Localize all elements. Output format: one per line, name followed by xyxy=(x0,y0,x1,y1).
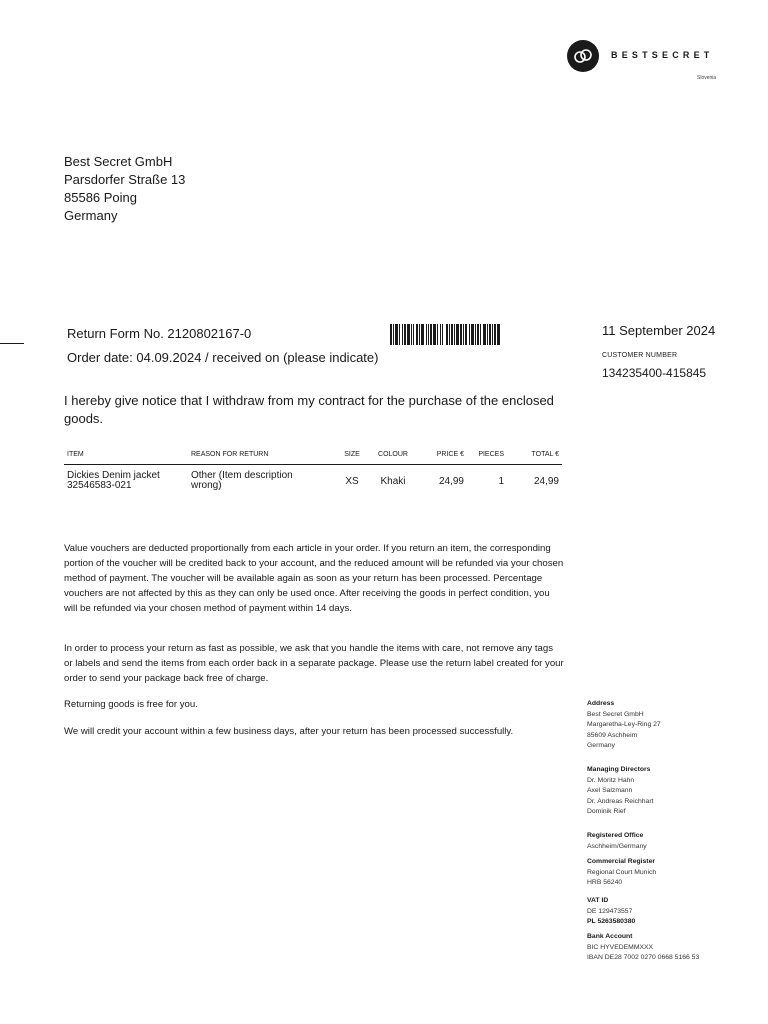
barcode-bar xyxy=(449,324,450,345)
barcode-bar xyxy=(454,324,455,345)
bank-account-label: Bank Account xyxy=(587,933,633,940)
order-date: Order date: 04.09.2024 / received on (please indicate) xyxy=(67,350,379,365)
bank-iban: IBAN DE28 7002 0270 0668 5166 53 xyxy=(587,954,700,961)
registered-office-label: Registered Office xyxy=(587,832,644,839)
brand-name: BESTSECRET xyxy=(611,50,714,60)
return-form-number: Return Form No. 2120802167-0 xyxy=(67,326,252,341)
barcode-bar xyxy=(404,324,406,345)
registered-office xyxy=(587,831,647,852)
barcode-bar xyxy=(460,324,462,345)
return-items-table xyxy=(64,448,562,493)
barcode-bar xyxy=(494,324,496,345)
voucher-paragraph: Value vouchers are deducted proportionally from each article in your order. If you return an item, the corresponding portion of the voucher will be credited back to your account, and the reduced amount will be refunded via your chosen method of payment. The voucher will be available again as soon as your return has been processed. Percentage vouchers are not affected by this as they can only be used once. After receiving the goods in perfect condition, you will be refunded via your chosen method of payment within 14 days. xyxy=(64,543,564,614)
barcode-bar xyxy=(413,324,414,345)
recipient-line: Best Secret GmbH xyxy=(64,154,173,169)
price-cell: 24,99 xyxy=(438,476,464,487)
handling-paragraph: In order to process your return as fast as possible, we ask that you handle the items with care, not remove any tags or labels and send the items from each order back in a separate package. Please use the return label created for your order to send your package back free of charge. xyxy=(64,643,564,684)
company-address-line: 85609 Aschheim xyxy=(587,731,638,739)
withdrawal-notice: I hereby give notice that I withdraw from my contract for the purchase of the enclosed goods. xyxy=(64,393,554,426)
reason-cell: Other (Item description wrong) xyxy=(191,470,293,491)
barcode-bar xyxy=(456,324,459,345)
logo-icon xyxy=(567,40,599,72)
free-return-paragraph: Returning goods is free for you. xyxy=(64,699,198,710)
recipient-line: 85586 Poing xyxy=(64,190,138,205)
header-item: ITEM xyxy=(67,451,84,458)
item-cell xyxy=(67,471,187,491)
commercial-register-line: HRB 56240 xyxy=(587,879,623,886)
brand-region: Slovenia xyxy=(697,75,717,81)
registered-office-value: Aschheim/Germany xyxy=(587,842,647,850)
customer-number: 134235400-415845 xyxy=(602,366,707,380)
table-header xyxy=(64,448,562,465)
recipient-address xyxy=(64,153,185,225)
bank-bic: BIC HYVEDEMMXXX xyxy=(587,943,654,951)
barcode xyxy=(390,324,560,345)
barcode-bar xyxy=(446,324,448,345)
colour-cell: Khaki xyxy=(380,476,406,487)
barcode-bar xyxy=(469,324,470,345)
barcode-bar xyxy=(421,324,424,345)
barcode-bar xyxy=(463,324,464,345)
credit-paragraph: We will credit your account within a few business days, after your return has been processed successfully. xyxy=(64,726,514,737)
header-reason: REASON FOR RETURN xyxy=(191,451,269,458)
barcode-bar xyxy=(492,324,493,345)
document-date: 11 September 2024 xyxy=(602,323,716,338)
director-name: Dominik Rief xyxy=(587,808,626,815)
commercial-register-label: Commercial Register xyxy=(587,858,655,865)
item-article-number: 32546583-021 xyxy=(67,480,132,491)
director-name: Dr. Andreas Reichhart xyxy=(587,797,654,805)
barcode-bar xyxy=(395,324,398,345)
company-address-line: Germany xyxy=(587,742,615,749)
total-cell: 24,99 xyxy=(533,476,559,487)
vat-id-label: VAT ID xyxy=(587,897,609,904)
pieces-cell: 1 xyxy=(498,476,504,487)
barcode-bar xyxy=(437,324,438,345)
logo-mark xyxy=(567,40,599,72)
vat-id-pl: PL 5263580380 xyxy=(587,918,636,925)
barcode-bar xyxy=(475,324,476,345)
vat-id-de: DE 129473557 xyxy=(587,907,633,915)
size-cell: XS xyxy=(345,476,359,487)
fold-mark xyxy=(0,343,24,344)
company-address-line: Best Secret GmbH xyxy=(587,710,644,718)
barcode-bar xyxy=(393,324,394,345)
barcode-bar xyxy=(489,324,491,345)
barcode-bar xyxy=(416,324,418,345)
header-pieces: PIECES xyxy=(478,451,504,458)
barcode-bar xyxy=(483,324,486,345)
company-address-line: Margaretha-Ley-Ring 27 xyxy=(587,721,661,728)
barcode-bar xyxy=(430,324,432,345)
company-address-label: Address xyxy=(587,700,615,707)
barcode-bar xyxy=(477,324,479,345)
customer-number-label: CUSTOMER NUMBER xyxy=(602,352,678,359)
header-total: TOTAL € xyxy=(531,451,559,458)
barcode-bar xyxy=(419,324,420,345)
barcode-bar xyxy=(480,324,481,345)
item-name: Dickies Denim jacket xyxy=(67,470,160,481)
barcode-bar xyxy=(426,324,427,345)
barcode-bar xyxy=(402,324,403,345)
vat-id xyxy=(587,896,635,928)
recipient-line: Germany xyxy=(64,208,118,223)
table-row xyxy=(64,465,562,493)
barcode-bar xyxy=(465,324,467,345)
barcode-bar xyxy=(487,324,488,345)
director-name: Axel Salzmann xyxy=(587,787,633,794)
barcode-bar xyxy=(390,324,392,345)
barcode-bar xyxy=(471,324,474,345)
barcode-bar xyxy=(407,324,410,345)
barcode-bar xyxy=(440,324,441,345)
commercial-register-line: Regional Court Munich xyxy=(587,868,657,876)
header-colour: COLOUR xyxy=(378,451,408,458)
barcode-bar xyxy=(428,324,429,345)
barcode-bar xyxy=(442,324,443,345)
commercial-register xyxy=(587,857,656,889)
header-price: PRICE € xyxy=(436,451,464,458)
managing-directors-label: Managing Directors xyxy=(587,766,651,773)
company-address xyxy=(587,699,661,752)
barcode-bar xyxy=(399,324,400,345)
barcode-bar xyxy=(451,324,453,345)
managing-directors xyxy=(587,765,654,818)
director-name: Dr. Moritz Hahn xyxy=(587,776,635,784)
barcode-bar xyxy=(497,324,500,345)
recipient-line: Parsdorfer Straße 13 xyxy=(64,172,186,187)
bank-account xyxy=(587,932,699,964)
barcode-bar xyxy=(433,324,436,345)
barcode-bar xyxy=(411,324,412,345)
header-size: SIZE xyxy=(344,451,360,458)
